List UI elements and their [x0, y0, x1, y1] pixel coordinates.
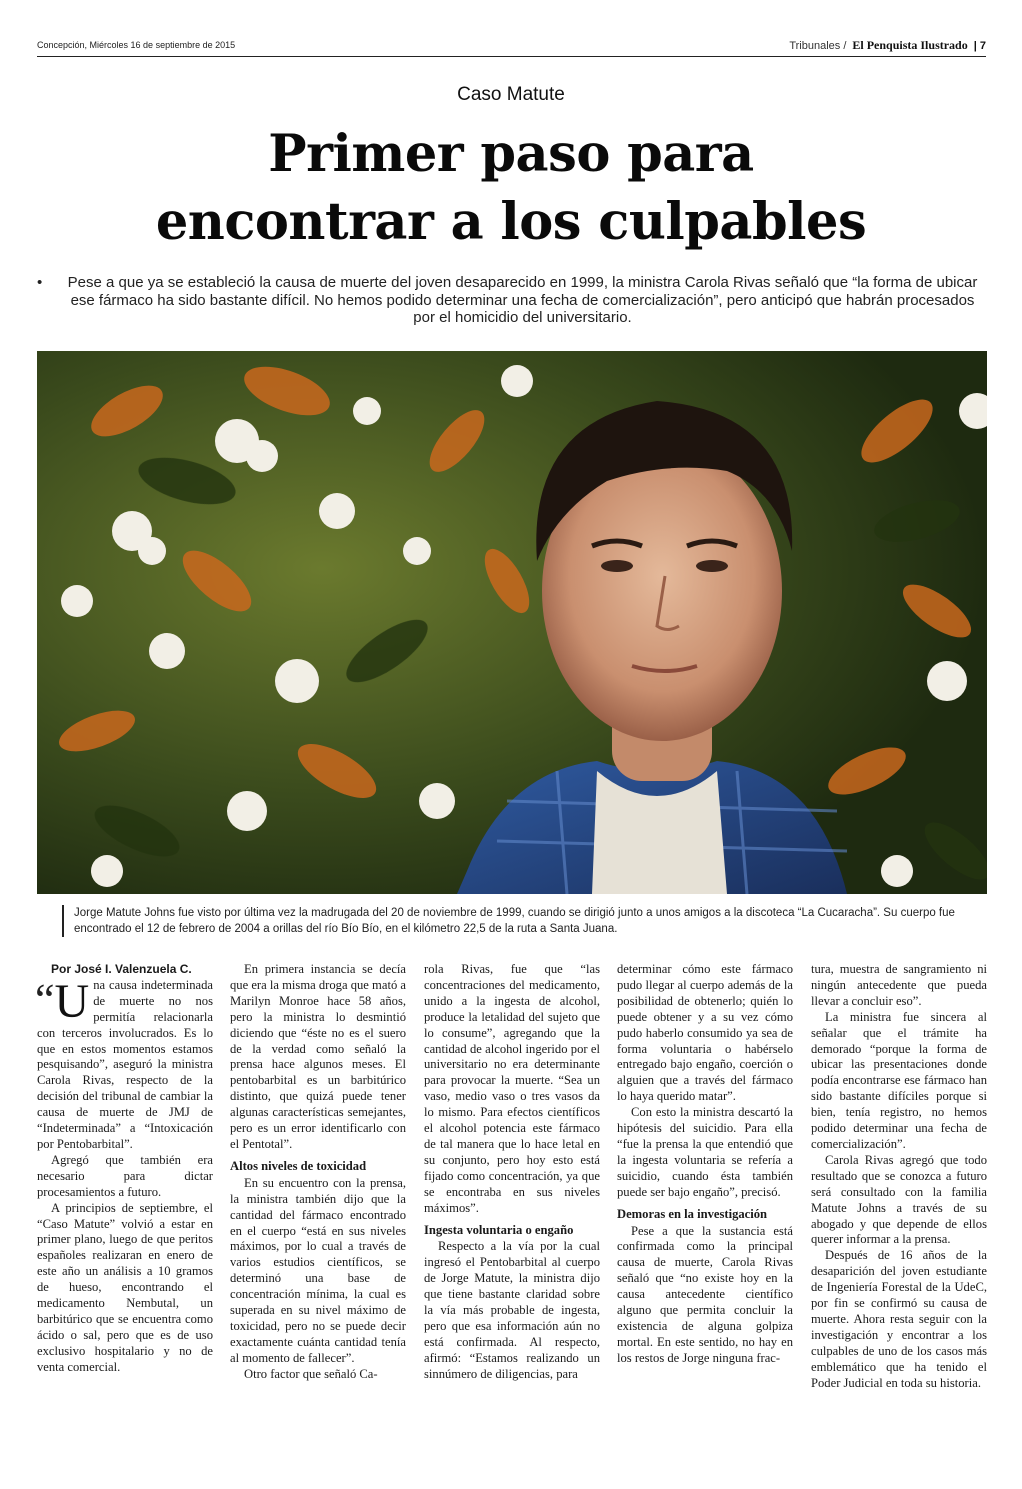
- article-kicker: Caso Matute: [457, 84, 565, 105]
- drop-cap: U: [54, 974, 90, 1028]
- lead-text: na causa indeterminada de muerte no nos permitía relacionarla con terceros involucrados. Es lo que en estos momentos estamos pesquisando”, aseguró la ministra Carola Rivas, respecto de la decisión del tribunal de cambiar la causa de muerte de JMJ de “Indeterminada” a “Intoxicación por Pentobarbital”.: [37, 977, 213, 1151]
- paragraph: Agregó que también era necesario para dictar procesamientos a futuro.: [37, 1152, 213, 1199]
- article-headline: [60, 120, 962, 256]
- column-5: [811, 962, 987, 1391]
- paragraph: Carola Rivas agregó que todo resultado que se conozca a futuro será consultado con la familia Matute Johns a través de su abogado y que depende de ellos querer informar a la prensa.: [811, 1152, 987, 1247]
- column-4: [617, 962, 793, 1367]
- summary-bullet: •: [37, 274, 43, 291]
- portrait-photo: [37, 351, 987, 894]
- subheading: Altos niveles de toxicidad: [230, 1158, 367, 1173]
- subheading: Ingesta voluntaria o engaño: [424, 1222, 574, 1237]
- subheading: Demoras en la investigación: [617, 1206, 768, 1221]
- quote-mark: “: [35, 974, 55, 1024]
- masthead-folio: [789, 38, 986, 53]
- photo-caption: Jorge Matute Johns fue visto por última vez la madrugada del 20 de noviembre de 1999, cuando se dirigió junto a unos amigos a la discoteca “La Cucaracha”. Su cuerpo fue encontrado el 12 de febrero de 2004 a orillas del río Bío Bío, en el kilómetro 22,5 de la ruta a Santa Juana.: [62, 905, 986, 937]
- paragraph: Con esto la ministra descartó la hipótesis del suicidio. Para ella “fue la prensa la que entendió que la ingesta voluntaria se refería a suicidio, cuando ésta también puede ser bajo engaño”, precisó.: [617, 1105, 793, 1199]
- paragraph: La ministra fue sincera al señalar que el trámite ha demorado “porque la forma de ubicar las presentaciones donde podía encontrarse ese fármaco han sido bastante difíciles porque si bien, tenía registro, no hemos podido determinar una fecha de comercialización”.: [811, 1009, 987, 1151]
- paper-name: El Penquista Ilustrado: [852, 38, 968, 52]
- section-name: Tribunales /: [789, 40, 847, 52]
- page-number: | 7: [973, 40, 986, 52]
- summary-text: Pese a que ya se estableció la causa de muerte del joven desaparecido en 1999, la ministra Carola Rivas señaló que “la forma de ubicar ese fármaco ha sido bastante difícil. No hemos podido determinar una fecha de comercialización”, pero anticipó que habrán procesados por el homicidio del universitario.: [67, 274, 978, 326]
- article-body: [37, 962, 987, 1402]
- column-1: [37, 962, 213, 1376]
- paragraph: Después de 16 años de la desaparición del joven estudiante de Ingeniería Forestal de la UdeC, por fin se confirmó su causa de muerte. Ahora resta seguir con la investigación y encontrar a los culpables de uno de los casos más emblemático que ha tenido el Poder Judicial en toda su historia.: [811, 1248, 987, 1390]
- article-summary: [37, 274, 986, 327]
- lead-paragraph: [35, 974, 213, 1153]
- paragraph: determinar cómo este fármaco pudo llegar al cuerpo además de la posibilidad de obtenerlo; quién lo puede obtener y a su vez cómo pudo haberlo consumido ya sea de forma voluntaria o habérselo entregado bajo engaño, coerción o alguien que a través del fármaco lo haya querido matar”.: [617, 962, 793, 1104]
- paragraph: Otro factor que señaló Ca-: [244, 1366, 378, 1381]
- paragraph: A principios de septiembre, el “Caso Matute” volvió a estar en primer plano, luego de que peritos españoles realizaran en enero de este año un análisis a 10 gramos de hueso, encontrando el medicamento Nembutal, un barbitúrico que se encuentra como ácido o sal, pero que es de uso exclusivo hospitalario y no de venta comercial.: [37, 1200, 213, 1374]
- paragraph: Pese a que la sustancia está confirmada como la principal causa de muerte, Carola Rivas señaló que “no existe hoy en la causa antecedente científico alguno que permita concluir la existencia de alguna golpiza mortal. En este sentido, no hay en los restos de Jorge ninguna frac-: [617, 1223, 793, 1365]
- date-line: Concepción, Miércoles 16 de septiembre de 2015: [37, 40, 236, 50]
- page-header: [37, 38, 986, 57]
- paragraph: tura, muestra de sangramiento ni ningún antecedente que pueda llevar a concluir eso”.: [811, 962, 987, 1008]
- column-3: [424, 962, 600, 1383]
- paragraph: rola Rivas, fue que “las concentraciones del medicamento, unido a la ingesta de alcohol, produce la letalidad del sujeto que lo consume”, agregando que la cantidad de alcohol ingerido por el universitario no era determinante para provocar la muerte. “Sea un vaso, medio vaso o tres vasos da lo mismo. Para efectos científicos el alcohol potencia este fármaco de tal manera que lo hace letal en su conjunto, pero hoy esto está fijado como concentración, ya que se encontraba en sus niveles máximos”.: [424, 962, 600, 1215]
- headline-line-2: encontrar a los culpables: [155, 192, 867, 252]
- column-2: [230, 962, 406, 1383]
- paragraph: Respecto a la vía por la cual ingresó el Pentobarbital al cuerpo de Jorge Matute, la ministra dijo que tiene bastante claridad sobre la vía más probable de ingesta, pero que esa información aún no está confirmada. Al respecto, afirmó: “Estamos realizando un sinnúmero de diligencias, para: [424, 1239, 600, 1381]
- paragraph: En su encuentro con la prensa, la ministra también dijo que la cantidad del fármaco encontrado en el cuerpo “está en sus niveles máximos, por lo cual a través de varios estudios científicos, se determinó una base de concentración mínima, la cual es superada en su nivel máximo de toxicidad, pero no se puede decir exactamente cuánta cantidad tenía al momento de fallecer”.: [230, 1175, 406, 1365]
- headline-line-1: Primer paso para: [268, 124, 754, 184]
- byline: Por José I. Valenzuela C.: [51, 962, 192, 976]
- paragraph: En primera instancia se decía que era la misma droga que mató a Marilyn Monroe hace 58 años, pero la ministra lo desmintió diciendo que “éste no es el suero de la verdad como señaló la prensa hace algunos meses. El pentobarbital es un barbitúrico distinto, que quizá puede tener algunas características semejantes, pero es un error identificarlo con el Pentotal”.: [230, 962, 406, 1151]
